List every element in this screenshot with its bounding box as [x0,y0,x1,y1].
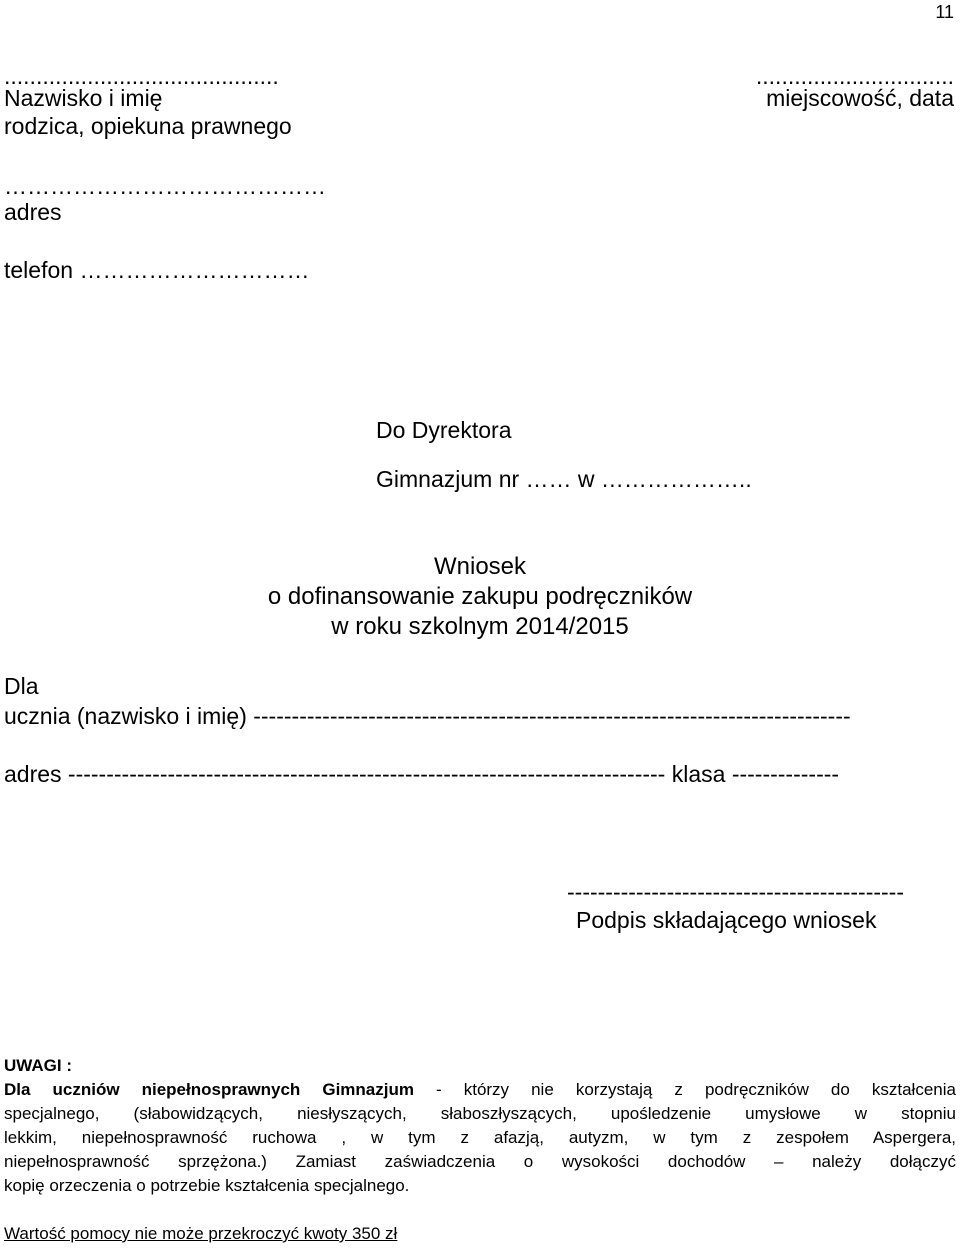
student-address-class-line: adres ------------------------------------------------------------------------------ klasa -------------- [4,761,840,787]
notes-line-1 [4,1078,956,1102]
address-dots: …………………………………… [4,173,326,199]
addressee-line-1: Do Dyrektora [376,417,512,443]
aid-limit: Wartość pomocy nie może przekroczyć kwoty 350 zł [4,1224,398,1243]
signature-line: -------------------------------------------- [567,879,905,905]
name-dots: ........................................... [4,63,279,89]
phone-line [4,256,309,284]
phone-dots: ………………………… [79,257,310,283]
notes-section [4,1054,956,1198]
notes-line-3: lekkim, niepełnosprawność ruchowa , w tym z afazją, autyzm, w tym z zespołem Aspergera, [4,1128,956,1147]
addressee-line-2: Gimnazjum nr …… w ……………….. [376,466,752,492]
notes-line-1-rest: - którzy nie korzystają z podręczników do kształcenia [413,1080,956,1099]
guardian-label: rodzica, opiekuna prawnego [4,113,292,139]
name-label: Nazwisko i imię [4,85,163,111]
dla-label: Dla [4,673,39,699]
notes-bold-intro: Dla uczniów niepełnosprawnych Gimnazjum [4,1080,414,1099]
title-line-2: o dofinansowanie zakupu podręczników [267,583,693,610]
notes-heading: UWAGI : [4,1056,72,1075]
phone-label: telefon [4,257,74,283]
title-line-3: w roku szkolnym 2014/2015 [331,613,629,640]
page-number: 11 [935,2,954,22]
notes-line-2: specjalnego, (słabowidzących, niesłyszących, słaboszłyszących, upośledzenie umysłowe w stopniu [4,1104,956,1123]
address-label: adres [4,199,62,225]
notes-line-4: niepełnosprawność sprzężona.) Zamiast zaświadczenia o wysokości dochodów – należy dołączyć [4,1152,956,1171]
notes-line-5: kopię orzeczenia o potrzebie kształcenia specjalnego. [4,1176,410,1195]
signature-label: Podpis składającego wniosek [576,907,877,933]
place-date-label: miejscowość, data [766,85,954,111]
student-name-line: ucznia (nazwisko i imię) ------------------------------------------------------------------------------ [4,703,851,729]
place-dots: ............................... [755,63,954,89]
title-line-1: Wniosek [433,553,527,580]
